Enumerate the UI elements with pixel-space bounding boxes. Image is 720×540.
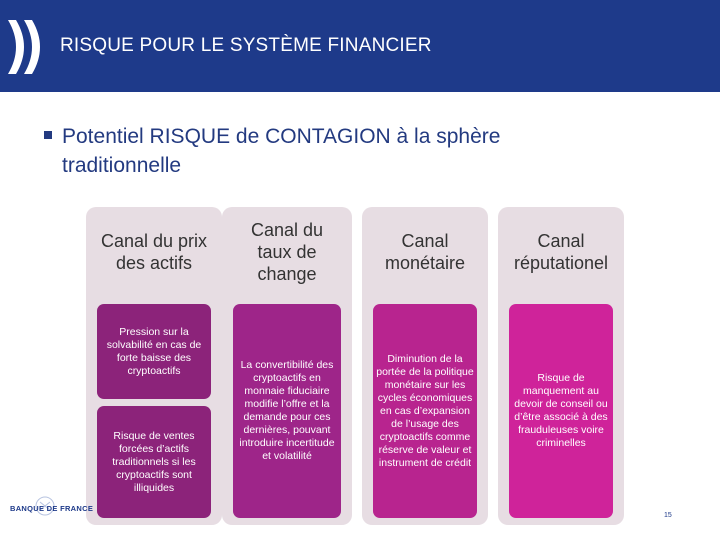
square-bullet-icon [44, 131, 52, 139]
title-bar [0, 0, 720, 92]
risk-box-exchange-rate: La convertibilité des cryptoactifs en monnaie fiduciaire modifie l’offre et la demande pour ces dernières, pouvant introduire incertitude et volatilité [233, 304, 341, 518]
bank-logo-text: BANQUE DE FRANCE [10, 504, 94, 513]
column-header-reputational: Canal réputationel [513, 231, 609, 273]
bullet-text: Potentiel RISQUE de CONTAGION à la sphère traditionnelle [62, 125, 501, 177]
risk-box-forced-sales: Risque de ventes forcées d’actifs traditionnels si les cryptoactifs sont illiquides [97, 406, 211, 518]
slide-title: RISQUE POUR LE SYSTÈME FINANCIER [60, 35, 432, 56]
risk-box-solvency: Pression sur la solvabilité en cas de forte baisse des cryptoactifs [97, 304, 211, 399]
risk-box-monetary: Diminution de la portée de la politique monétaire sur les cycles économiques en cas d’expansion de l’usage des cryptoactifs comme réserve de valeur et instrument de crédit [373, 304, 477, 518]
double-chevron-logo-icon [4, 18, 50, 76]
risk-box-reputational: Risque de manquement au devoir de conseil ou d’être associé à des frauduleuses voire criminelles [509, 304, 613, 518]
bullet-point [44, 122, 604, 180]
column-header-monetary: Canal monétaire [384, 231, 466, 273]
bank-emblem-logo-icon [4, 494, 86, 534]
column-header-exchange-rate: Canal du taux de change [250, 220, 324, 284]
column-header-asset-price: Canal du prix des actifs [100, 231, 208, 273]
page-number: 15 [664, 512, 672, 519]
